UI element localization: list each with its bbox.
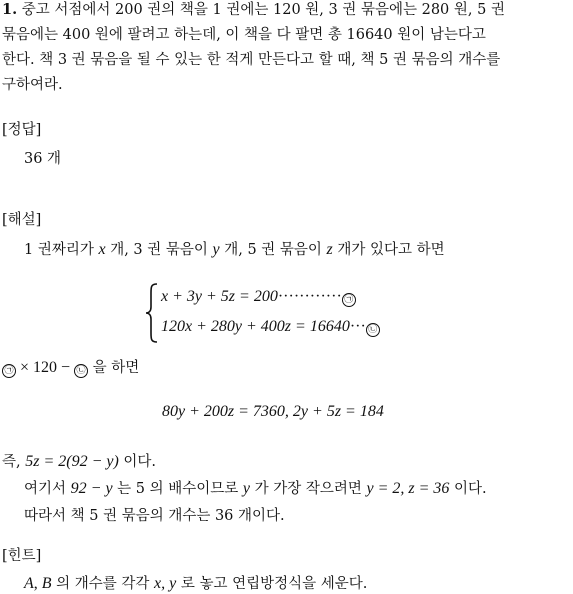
equation-1: x + 3y + 5z = 200············ ㉠ [161, 288, 356, 307]
left-brace-icon [145, 283, 159, 343]
problem-line-1 [2, 0, 505, 20]
solution-header: [해설] [2, 212, 42, 228]
var-y: y [212, 241, 220, 258]
answer-header: [정답] [2, 122, 42, 138]
hint-header: [힌트] [2, 548, 42, 564]
problem-text-1: 중고 서점에서 200 권의 책을 1 권에는 120 원, 3 권 묶음에는 280 원, 5 권 [21, 2, 505, 18]
problem-line-3: 한다. 책 3 권 묶음을 될 수 있는 한 적게 만든다고 할 때, 책 5 권 묶음의 개수를 [2, 52, 501, 68]
answer-value: 36 개 [24, 151, 62, 167]
conclusion-3: 따라서 책 5 권 묶음의 개수는 36 개이다. [24, 508, 285, 524]
problem-number: 1. [2, 1, 18, 18]
circle-mark-2-icon: ㉡ [366, 323, 380, 337]
hint-text: A, B 의 개수를 각각 x, y 로 놓고 연립방정식을 세운다. [24, 575, 368, 592]
result-equation: 80y + 200z = 7360, 2y + 5z = 184 [162, 403, 384, 420]
circle-mark-1-icon: ㉠ [2, 364, 16, 378]
solution-intro: 1 권짜리가 x 개, 3 권 묶음이 y 개, 5 권 묶음이 z 개가 있다고 하면 [24, 241, 445, 258]
problem-line-2: 묶음에는 400 원에 팔려고 하는데, 이 책을 다 팔면 총 16640 원이 남는다고 [2, 27, 486, 43]
var-z: z [326, 241, 333, 258]
conclusion-2: 여기서 92 − y 는 5 의 배수이므로 y 가 가장 작으려면 y = 2, z = 36 이다. [24, 480, 487, 497]
circle-mark-1-icon: ㉠ [342, 293, 356, 307]
conclusion-1: 즉, 5z = 2(92 − y) 이다. [2, 453, 157, 470]
solution-step: ㉠ × 120 − ㉡ 을 하면 [2, 358, 139, 378]
equation-system [145, 283, 405, 343]
problem-line-4: 구하여라. [2, 77, 63, 93]
var-x: x [98, 241, 106, 258]
equation-2: 120x + 280y + 400z = 16640··· ㉡ [161, 318, 380, 337]
circle-mark-2-icon: ㉡ [74, 364, 88, 378]
